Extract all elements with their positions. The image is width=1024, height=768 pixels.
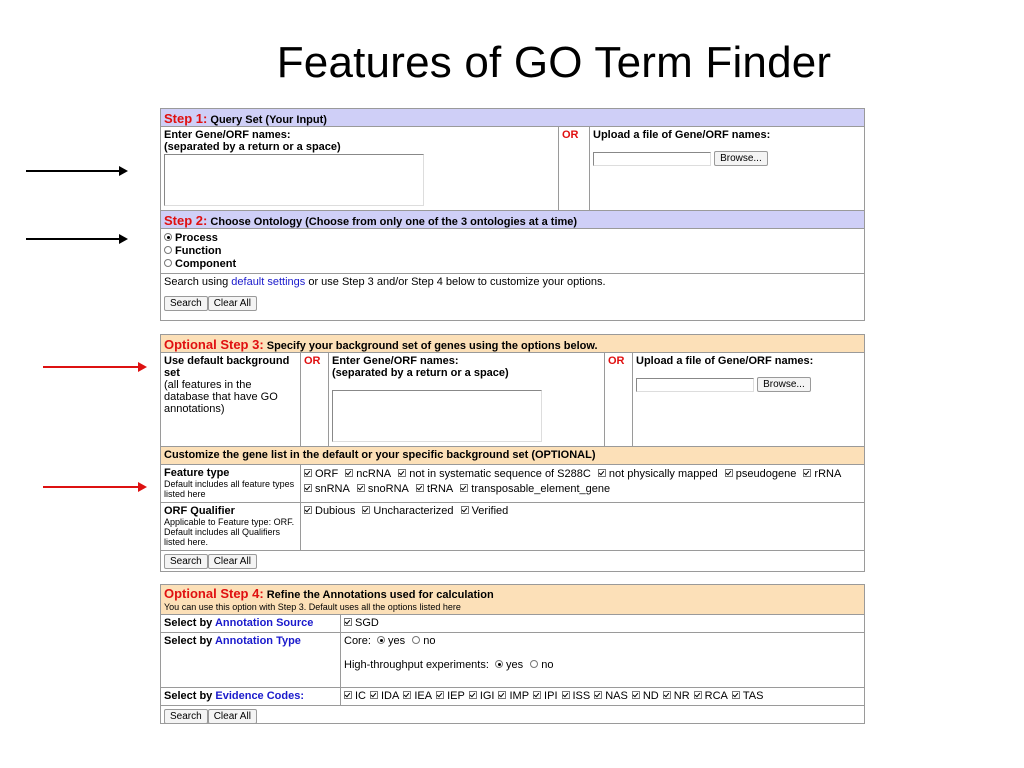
enter-genes-label: Enter Gene/ORF names:: [164, 129, 291, 141]
evidence-tas[interactable]: TAS: [732, 690, 764, 702]
step3-buttons: [161, 551, 864, 572]
feature-type-snorna[interactable]: snoRNA: [357, 483, 409, 495]
checkbox-icon: [469, 691, 477, 699]
evidence-rca[interactable]: RCA: [694, 690, 728, 702]
orf-qualifier-uncharacterized[interactable]: Uncharacterized: [362, 505, 453, 517]
source-sgd[interactable]: SGD: [344, 617, 379, 629]
feature-type-ncrna[interactable]: ncRNA: [345, 468, 391, 480]
checkbox-icon: [461, 506, 469, 514]
checkbox-icon: [362, 506, 370, 514]
feature-type-row: [161, 465, 864, 503]
checkbox-icon: [357, 484, 365, 492]
checkbox-icon: [304, 506, 312, 514]
ontology-option-function[interactable]: Function: [164, 245, 861, 258]
upload-file-field[interactable]: [593, 152, 711, 166]
feature-type-options: [301, 465, 864, 502]
enter-genes-hint: (separated by a return or a space): [164, 141, 341, 153]
enter-genes-label: Enter Gene/ORF names:: [332, 355, 459, 367]
annotation-source-link[interactable]: Annotation Source: [214, 617, 314, 629]
radio-icon: [164, 246, 172, 254]
feature-type-not-in-systematic[interactable]: not in systematic sequence of S288C: [398, 468, 591, 480]
gene-entry-cell: [161, 127, 559, 210]
arrow-step2: [26, 238, 128, 240]
feature-type-not-physically-mapped[interactable]: not physically mapped: [598, 468, 718, 480]
evidence-iea[interactable]: IEA: [403, 690, 432, 702]
search-section: [161, 274, 864, 313]
step2-header: [161, 211, 864, 229]
checkbox-icon: [304, 484, 312, 492]
core-no-radio[interactable]: no: [412, 635, 435, 647]
feature-type-label: Feature type: [164, 467, 230, 479]
evidence-codes-label: Select by Evidence Codes:: [161, 688, 341, 705]
background-entry-cell: [329, 353, 605, 446]
feature-type-desc: Default includes all feature types listed here: [164, 479, 295, 499]
checkbox-icon: [304, 469, 312, 477]
evidence-imp[interactable]: IMP: [498, 690, 529, 702]
or-cell: [605, 353, 633, 446]
radio-icon: [412, 636, 420, 644]
checkbox-icon: [370, 691, 378, 699]
or-label: OR: [304, 355, 321, 367]
checkbox-icon: [403, 691, 411, 699]
upload-label: Upload a file of Gene/ORF names:: [593, 129, 771, 141]
arrow-step3: [43, 366, 147, 368]
arrow-feature-type: [43, 486, 147, 488]
feature-type-transposable-element-gene[interactable]: transposable_element_gene: [460, 483, 610, 495]
feature-type-orf[interactable]: ORF: [304, 468, 338, 480]
upload-cell: [590, 127, 864, 210]
slide-title: Features of GO Term Finder: [276, 38, 832, 87]
default-settings-link[interactable]: default settings: [231, 276, 306, 288]
annotation-source-label: Select by Annotation Source: [161, 615, 341, 632]
orf-qualifier-label: ORF Qualifier: [164, 505, 235, 517]
core-option: Core: yes no: [344, 635, 436, 647]
annotation-type-options: [341, 633, 864, 687]
feature-type-snrna[interactable]: snRNA: [304, 483, 350, 495]
arrow-step1: [26, 170, 128, 172]
checkbox-icon: [562, 691, 570, 699]
browse-button[interactable]: Browse...: [757, 377, 811, 392]
checkbox-icon: [598, 469, 606, 477]
customize-header: Customize the gene list in the default or your specific background set (OPTIONAL): [161, 447, 864, 465]
step3-label: Optional Step 3:: [164, 337, 264, 352]
high-throughput-option: High-throughput experiments: yes no: [344, 659, 554, 671]
evidence-iep[interactable]: IEP: [436, 690, 465, 702]
step4-label: Optional Step 4:: [164, 586, 264, 601]
feature-type-rrna[interactable]: rRNA: [803, 468, 841, 480]
checkbox-icon: [663, 691, 671, 699]
annotation-type-label: Select by Annotation Type: [161, 633, 341, 687]
clear-all-button[interactable]: Clear All: [208, 554, 257, 569]
upload-label: Upload a file of Gene/ORF names:: [636, 355, 814, 367]
feature-type-label-cell: [161, 465, 301, 502]
or-cell: [301, 353, 329, 446]
step2-title: Choose Ontology (Choose from only one of the 3 ontologies at a time): [210, 216, 578, 228]
radio-icon: [164, 259, 172, 267]
evidence-codes-row: [161, 688, 864, 706]
default-background-desc: (all features in the database that have GO annotations): [164, 379, 278, 415]
orf-qualifier-options: [301, 503, 864, 550]
checkbox-icon: [632, 691, 640, 699]
background-panel: [160, 334, 865, 572]
background-row: [161, 353, 864, 447]
evidence-igi[interactable]: IGI: [469, 690, 495, 702]
step2-label: Step 2:: [164, 213, 208, 228]
step4-buttons: [161, 706, 864, 727]
evidence-nd[interactable]: ND: [632, 690, 659, 702]
evidence-nas[interactable]: NAS: [594, 690, 628, 702]
checkbox-icon: [345, 469, 353, 477]
search-instructions: Search using default settings or use Step 3 and/or Step 4 below to customize your options.: [164, 276, 606, 288]
checkbox-icon: [398, 469, 406, 477]
radio-icon: [377, 636, 385, 644]
ontology-row: [161, 229, 864, 274]
step3-title: Specify your background set of genes using the options below.: [266, 340, 598, 352]
orf-qualifier-dubious[interactable]: Dubious: [304, 505, 355, 517]
step1-header: [161, 109, 864, 127]
annotation-source-row: [161, 615, 864, 633]
query-panel: [160, 108, 865, 321]
evidence-nr[interactable]: NR: [663, 690, 690, 702]
evidence-ida[interactable]: IDA: [370, 690, 399, 702]
ht-yes-radio[interactable]: yes: [495, 659, 523, 671]
orf-qualifier-verified[interactable]: Verified: [461, 505, 509, 517]
evidence-codes-options: [341, 688, 864, 705]
gene-names-textarea[interactable]: [164, 154, 424, 206]
feature-type-trna[interactable]: tRNA: [416, 483, 453, 495]
evidence-ipi[interactable]: IPI: [533, 690, 557, 702]
checkbox-icon: [533, 691, 541, 699]
annotation-type-row: [161, 633, 864, 688]
orf-qualifier-row: [161, 503, 864, 551]
enter-genes-hint: (separated by a return or a space): [332, 367, 509, 379]
search-button[interactable]: Search: [164, 296, 208, 311]
feature-type-pseudogene[interactable]: pseudogene: [725, 468, 797, 480]
ontology-option-component[interactable]: Component: [164, 258, 861, 271]
core-yes-radio[interactable]: yes: [377, 635, 405, 647]
checkbox-icon: [725, 469, 733, 477]
search-button[interactable]: Search: [164, 709, 208, 724]
browse-button[interactable]: Browse...: [714, 151, 768, 166]
checkbox-icon: [436, 691, 444, 699]
checkbox-icon: [803, 469, 811, 477]
step4-subtitle: You can use this option with Step 3. Default uses all the options listed here: [164, 602, 461, 612]
checkbox-icon: [594, 691, 602, 699]
or-cell: [559, 127, 590, 210]
checkbox-icon: [416, 484, 424, 492]
default-background-cell[interactable]: [161, 353, 301, 446]
radio-icon: [495, 660, 503, 668]
or-label: OR: [562, 129, 579, 141]
annotation-source-options: [341, 615, 864, 632]
search-button[interactable]: Search: [164, 554, 208, 569]
step4-title: Refine the Annotations used for calculation: [266, 589, 494, 601]
annotation-type-link[interactable]: Annotation Type: [214, 635, 301, 647]
ontology-options: [161, 229, 864, 273]
step1-title: Query Set (Your Input): [210, 114, 327, 126]
clear-all-button[interactable]: Clear All: [208, 296, 257, 311]
clear-all-button[interactable]: Clear All: [208, 709, 257, 724]
evidence-codes-link[interactable]: Evidence Codes:: [215, 690, 305, 702]
annotations-panel: [160, 584, 865, 724]
checkbox-icon: [460, 484, 468, 492]
evidence-ic[interactable]: IC: [344, 690, 366, 702]
checkbox-icon: [498, 691, 506, 699]
orf-qualifier-desc: Applicable to Feature type: ORF. Default includes all Qualifiers listed here.: [164, 517, 295, 547]
ht-no-radio[interactable]: no: [530, 659, 553, 671]
step4-header: [161, 585, 864, 615]
checkbox-icon: [732, 691, 740, 699]
step1-label: Step 1:: [164, 111, 208, 126]
radio-icon: [530, 660, 538, 668]
orf-qualifier-label-cell: [161, 503, 301, 550]
default-background-label: Use default background set: [164, 355, 290, 379]
checkbox-icon: [694, 691, 702, 699]
evidence-iss[interactable]: ISS: [562, 690, 591, 702]
checkbox-icon: [344, 618, 352, 626]
upload-file-field[interactable]: [636, 378, 754, 392]
ontology-option-process[interactable]: Process: [164, 232, 861, 245]
step1-row: [161, 127, 864, 211]
checkbox-icon: [344, 691, 352, 699]
background-genes-textarea[interactable]: [332, 390, 542, 442]
radio-icon: [164, 233, 172, 241]
upload-cell: [633, 353, 864, 446]
step3-header: [161, 335, 864, 353]
or-label: OR: [608, 355, 625, 367]
